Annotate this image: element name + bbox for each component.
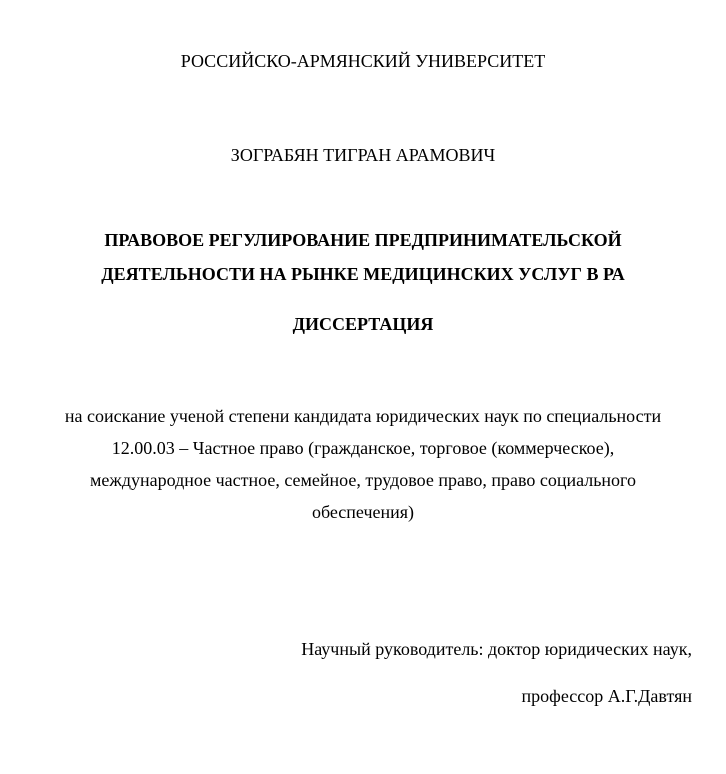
supervisor-line-2: профессор А.Г.Давтян [521,686,692,706]
dissertation-title-line-2: ДЕЯТЕЛЬНОСТИ НА РЫНКЕ МЕДИЦИНСКИХ УСЛУГ В РА [101,264,625,284]
document-type: ДИССЕРТАЦИЯ [292,314,434,334]
purpose-line-1: на соискание ученой степени кандидата юридических наук по специальности [64,406,662,426]
purpose-line-4: обеспечения) [311,502,415,522]
university-name: РОССИЙСКО-АРМЯНСКИЙ УНИВЕРСИТЕТ [180,51,546,71]
purpose-line-2: 12.00.03 – Частное право (гражданское, торговое (коммерческое), [111,438,615,458]
author-name: ЗОГРАБЯН ТИГРАН АРАМОВИЧ [230,145,496,165]
dissertation-title-line-1: ПРАВОВОЕ РЕГУЛИРОВАНИЕ ПРЕДПРИНИМАТЕЛЬСКОЙ [104,230,622,250]
supervisor-line-1: Научный руководитель: доктор юридических наук, [301,639,692,659]
purpose-line-3: международное частное, семейное, трудовое право, право социального [90,470,636,490]
